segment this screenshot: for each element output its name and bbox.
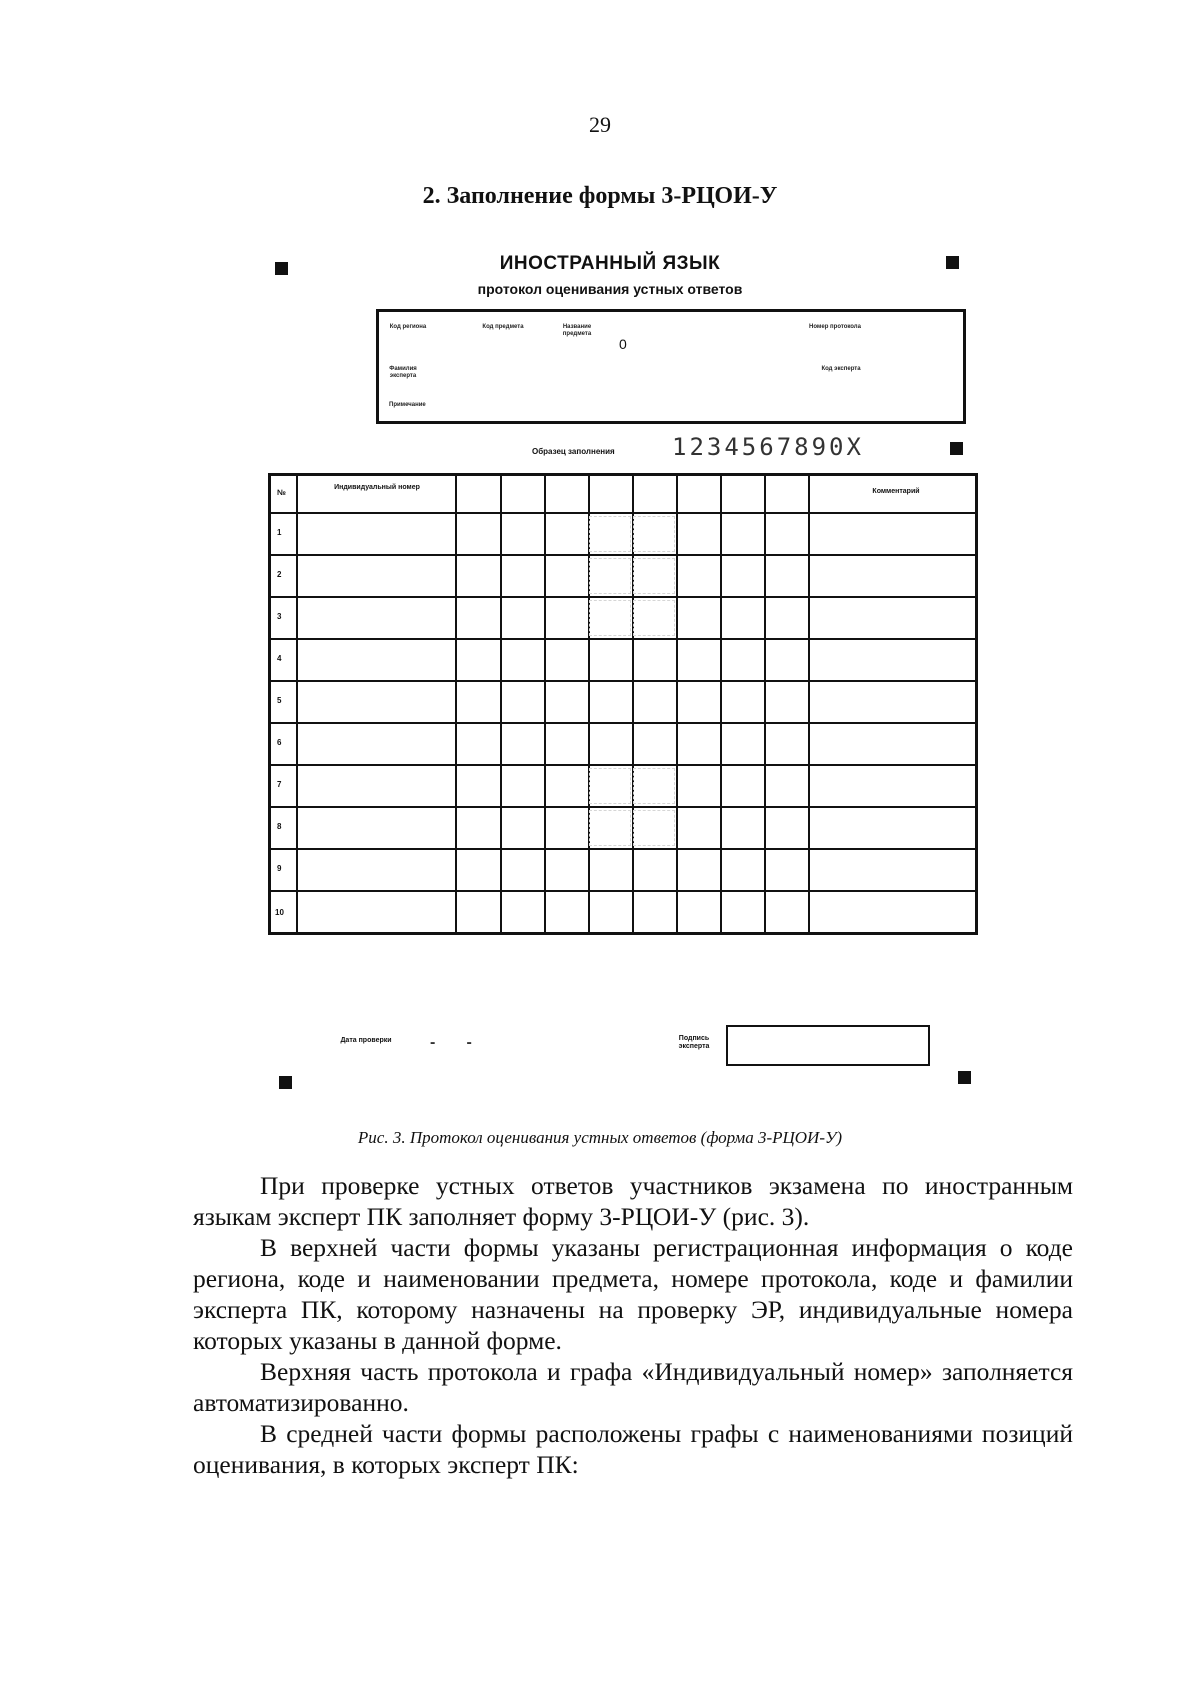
grid-col-divider <box>808 476 810 932</box>
expert-signature-label: Подпись эксперта <box>678 1035 710 1050</box>
grid-row-divider <box>271 722 975 724</box>
check-date-value: - - <box>430 1034 472 1051</box>
paragraph: Верхняя часть протокола и графа «Индивидуальный номер» заполняется автоматизированно. <box>193 1357 1073 1417</box>
faint-entry-box <box>589 516 631 552</box>
region-code-label: Код региона <box>389 324 427 330</box>
faint-entry-box <box>589 810 631 846</box>
faint-entry-box <box>633 600 675 636</box>
row-number: 8 <box>277 822 282 831</box>
grid-row-divider <box>271 890 975 892</box>
page-number: 29 <box>589 112 611 137</box>
form-subtitle: протокол оценивания устных ответов <box>477 281 743 297</box>
registration-marker-bottom-left <box>279 1076 292 1089</box>
col-header-individual-number: Индивидуальный номер <box>334 484 420 491</box>
note-label: Примечание <box>389 402 426 408</box>
subject-code-label: Код предмета <box>482 324 524 330</box>
form-header-box <box>376 309 966 424</box>
grid-row-divider <box>271 596 975 598</box>
grid-col-divider <box>764 476 766 932</box>
paragraph: При проверке устных ответов участников экзамена по иностранным языкам эксперт ПК заполняет форму 3-РЦОИ-У (рис. 3). <box>193 1171 1073 1231</box>
grid-row-divider <box>271 638 975 640</box>
col-header-number: № <box>277 488 286 497</box>
paragraph: В средней части формы расположены графы с наименованиями позиций оценивания, в которых эксперт ПК: <box>193 1419 1073 1479</box>
grid-col-divider <box>296 476 298 932</box>
row-number: 5 <box>277 696 282 705</box>
row-number: 7 <box>277 780 282 789</box>
sample-fill-label: Образец заполнения <box>532 447 615 456</box>
row-number: 9 <box>277 864 282 873</box>
grid-col-divider <box>676 476 678 932</box>
expert-code-label: Код эксперта <box>821 366 861 372</box>
faint-entry-box <box>633 516 675 552</box>
grid-row-divider <box>271 848 975 850</box>
faint-entry-box <box>589 600 631 636</box>
row-number: 10 <box>275 908 284 917</box>
grid-row-divider <box>271 806 975 808</box>
registration-marker-bottom-right <box>958 1071 971 1084</box>
expert-signature-box <box>726 1025 930 1066</box>
grid-row-divider <box>271 680 975 682</box>
grid-row-divider <box>271 512 975 514</box>
row-number: 4 <box>277 654 282 663</box>
registration-marker-top-right <box>946 256 959 269</box>
col-header-comment: Комментарий <box>872 488 920 495</box>
expert-surname-label: Фамилия эксперта <box>389 366 417 379</box>
grid-row-divider <box>271 764 975 766</box>
faint-entry-box <box>633 810 675 846</box>
registration-marker-mid-right <box>950 442 963 455</box>
subject-name-label: Название предмета <box>562 324 592 337</box>
sample-fill-digits: 1234567890X <box>672 433 864 461</box>
grid-col-divider <box>544 476 546 932</box>
check-date-label: Дата проверки <box>340 1037 392 1044</box>
grid-col-divider <box>500 476 502 932</box>
faint-entry-box <box>633 768 675 804</box>
faint-entry-box <box>633 558 675 594</box>
grid-col-divider <box>455 476 457 932</box>
protocol-number-label: Номер протокола <box>809 324 861 330</box>
faint-entry-box <box>589 558 631 594</box>
body-text <box>193 1170 1073 1480</box>
paragraph: В верхней части формы указаны регистрационная информация о коде региона, коде и наименовании предмета, номере протокола, коде и фамилии эксперта ПК, которому назначены на проверку ЭР, индивидуальные номера которых указаны в данной форме. <box>193 1233 1073 1355</box>
subject-name-value: 0 <box>619 336 627 352</box>
grid-col-divider <box>720 476 722 932</box>
row-number: 1 <box>277 528 282 537</box>
faint-entry-box <box>589 768 631 804</box>
row-number: 6 <box>277 738 282 747</box>
registration-marker-top-left <box>275 262 288 275</box>
form-title: ИНОСТРАННЫЙ ЯЗЫК <box>499 253 721 274</box>
figure-caption: Рис. 3. Протокол оценивания устных ответов (форма 3-РЦОИ-У) <box>357 1128 843 1147</box>
row-number: 3 <box>277 612 282 621</box>
row-number: 2 <box>277 570 282 579</box>
grid-row-divider <box>271 554 975 556</box>
scoring-grid <box>268 473 978 935</box>
section-title: 2. Заполнение формы 3-РЦОИ-У <box>422 183 778 209</box>
